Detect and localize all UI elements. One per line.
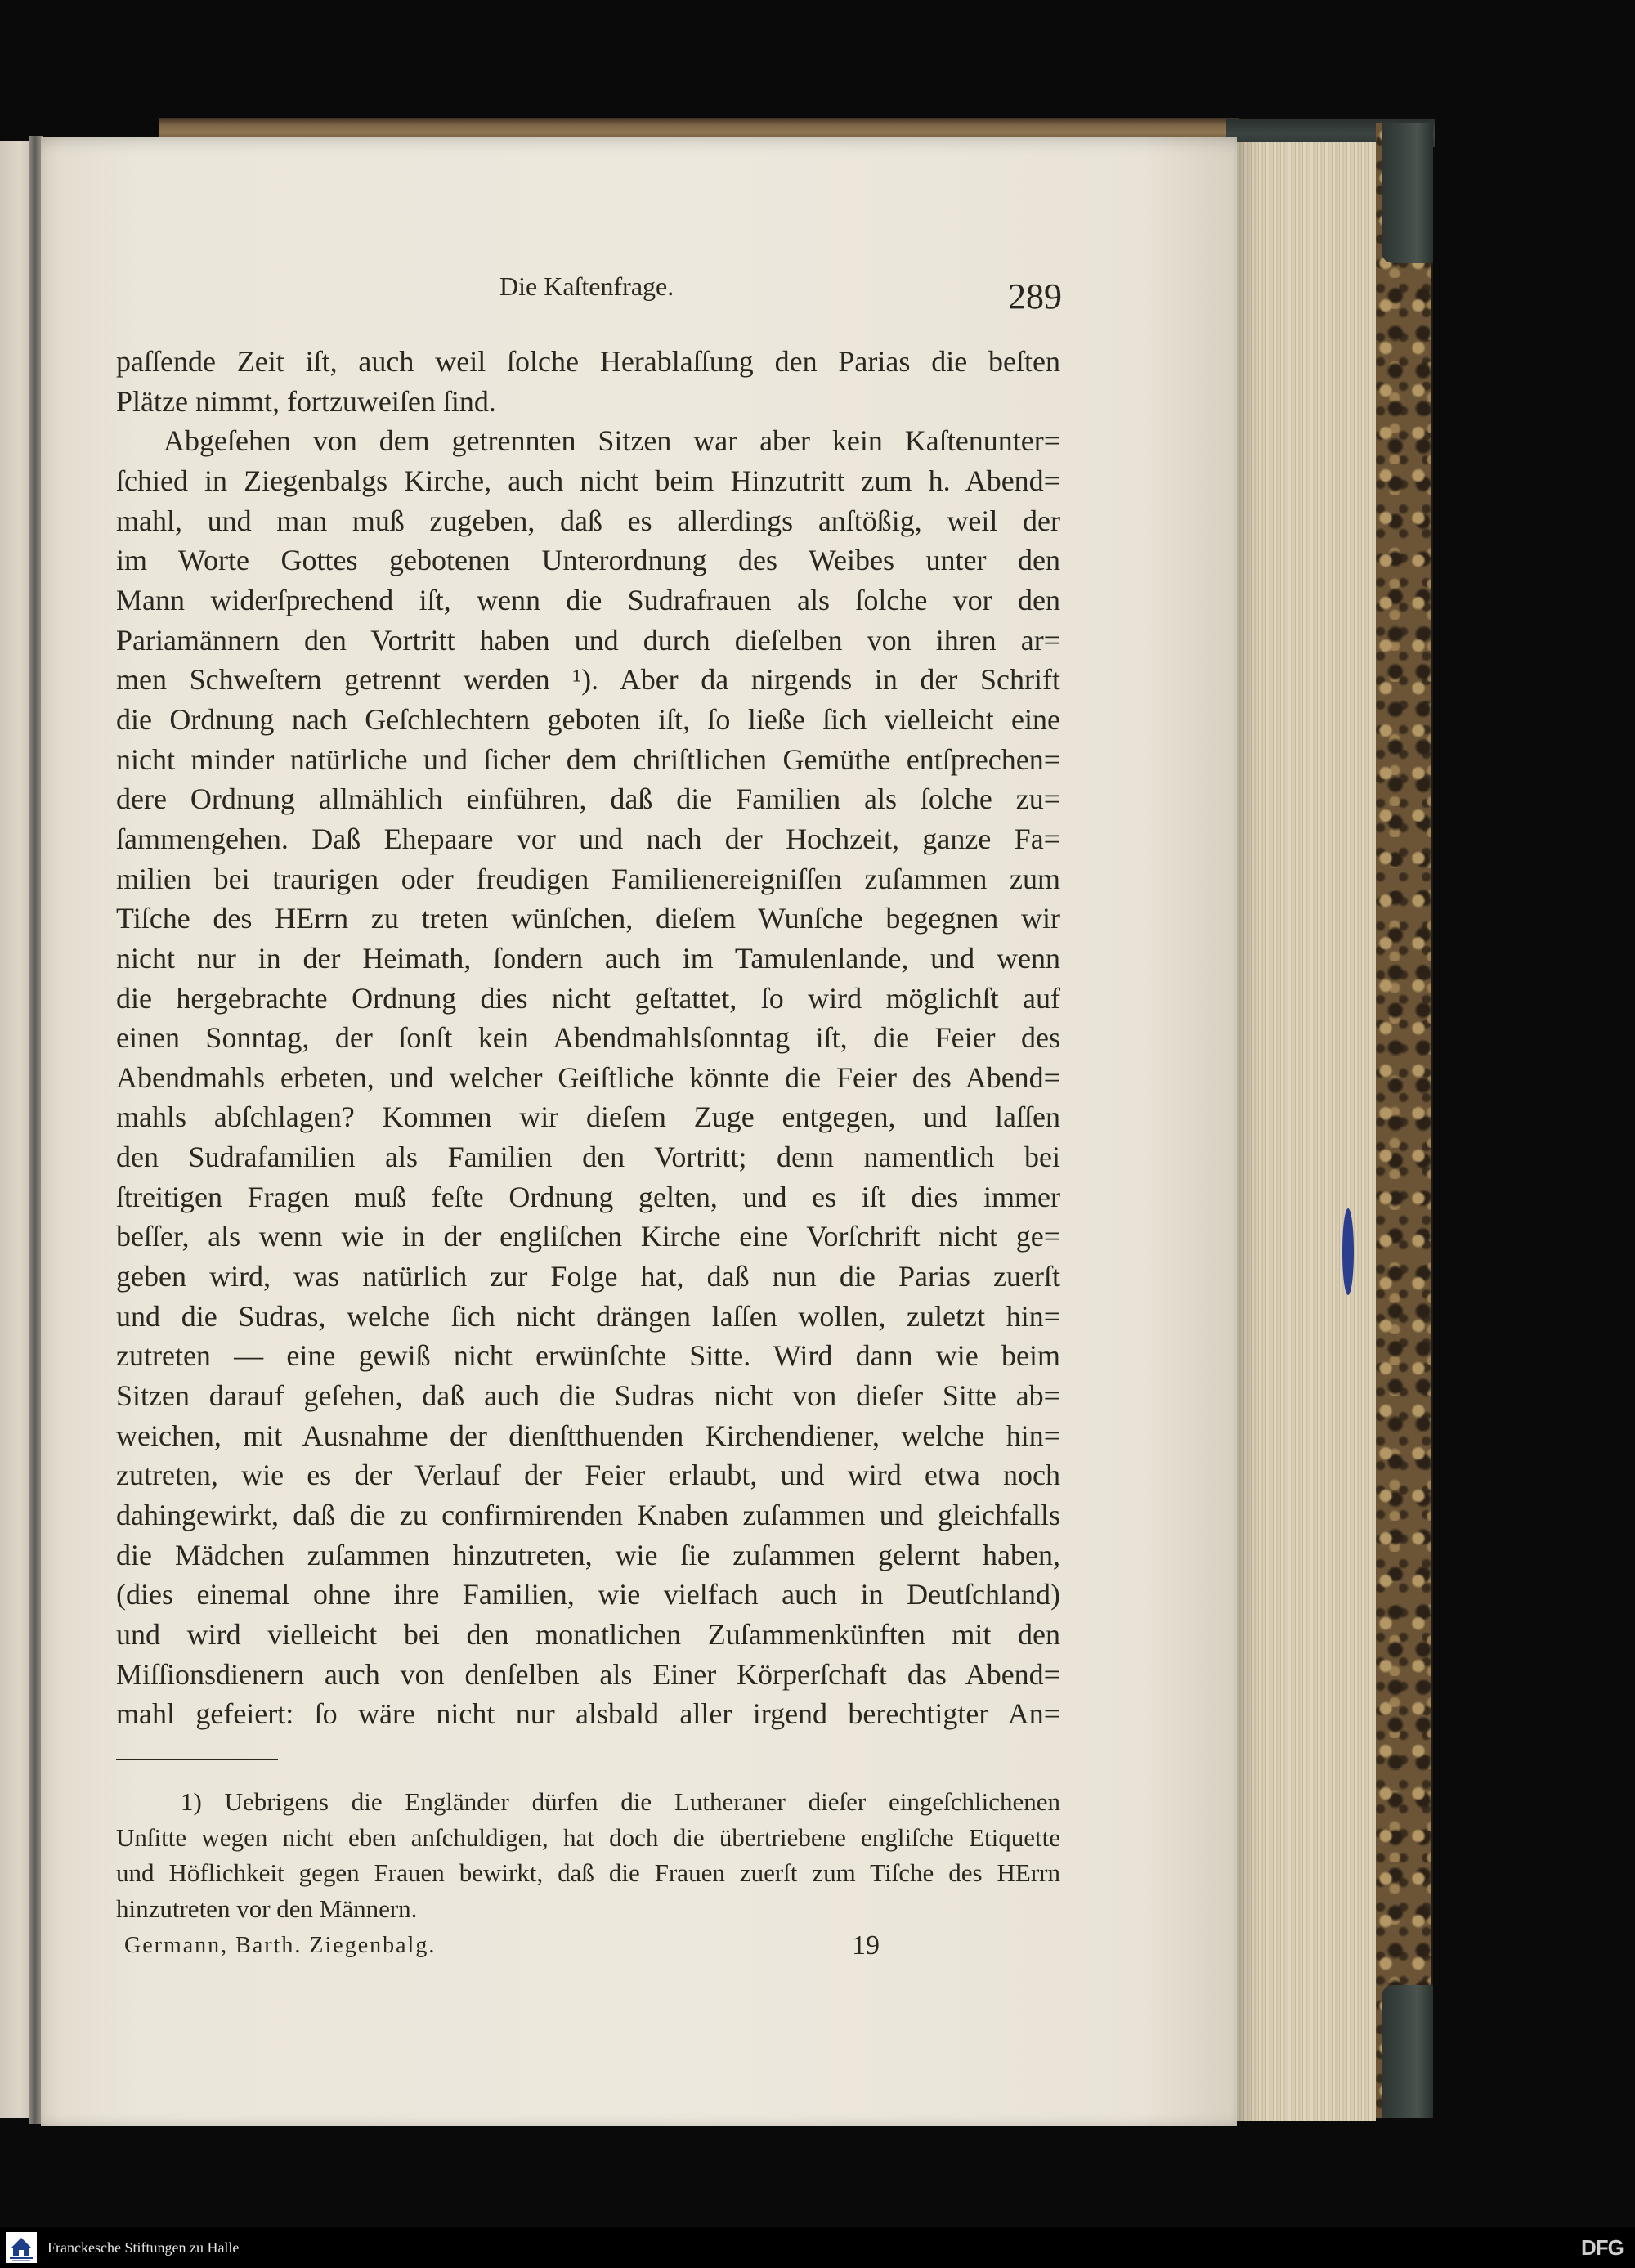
body-line: und die Sudras, welche ſich nicht drängen laſſen wollen, zuletzt hin= bbox=[116, 1299, 1060, 1333]
body-line: Miſſionsdienern auch von denſelben als Einer Körperſchaft das Abend= bbox=[116, 1657, 1060, 1691]
foundation-logo-icon bbox=[5, 2231, 38, 2264]
body-line: im Worte Gottes gebotenen Unterordnung des Weibes unter den bbox=[116, 544, 1060, 577]
body-line: nicht minder natürliche und ſicher dem chriſtlichen Gemüthe entſprechen= bbox=[116, 742, 1060, 776]
body-line: weichen, mit Ausnahme der dienſtthuenden Kirchendiener, welche hin= bbox=[116, 1419, 1060, 1452]
body-line: ſammengehen. Daß Ehepaare vor und nach der Hochzeit, ganze Fa= bbox=[116, 822, 1060, 855]
bookmark-ribbon bbox=[1342, 1208, 1354, 1295]
body-line: und wird vielleicht bei den monatlichen Zuſammenkünften mit den bbox=[116, 1618, 1060, 1651]
body-line: ſtreitigen Fragen muß feſte Ordnung gelten, und es iſt dies immer bbox=[116, 1180, 1060, 1213]
book-cover-spine bbox=[1376, 123, 1433, 2118]
cover-corner-bottom bbox=[1382, 1985, 1433, 2118]
body-line: (dies einemal ohne ihre Familien, wie vielfach auch in Deutſchland) bbox=[116, 1578, 1060, 1611]
body-line: Abendmahls erbeten, und welcher Geiſtliche könnte die Feier des Abend= bbox=[116, 1060, 1060, 1094]
dfg-logo: DFG bbox=[1581, 2235, 1624, 2260]
signature-line: Germann, Barth. Ziegenbalg. bbox=[124, 1933, 437, 1958]
body-line: Tiſche des HErrn zu treten wünſchen, dieſem Wunſche begegnen wir bbox=[116, 902, 1060, 935]
page-block-edges bbox=[1237, 142, 1376, 2121]
body-line: men Schweſtern getrennt werden ¹). Aber da nirgends in der Schrift bbox=[116, 663, 1060, 697]
body-line: den Sudrafamilien als Familien den Vortritt; denn namentlich bei bbox=[116, 1141, 1060, 1174]
body-line: Pariamännern den Vortritt haben und durch dieſelben von ihren ar= bbox=[116, 623, 1060, 657]
body-line: ſchied in Ziegenbalgs Kirche, auch nicht beim Hinzutritt zum h. Abend= bbox=[116, 464, 1060, 497]
body-line: dere Ordnung allmählich einführen, daß die Familien als ſolche zu= bbox=[116, 782, 1060, 816]
left-page-edge bbox=[0, 141, 33, 2118]
footnote bbox=[116, 1784, 1060, 1927]
running-head: Die Kaſtenfrage. bbox=[499, 271, 674, 301]
page-scan bbox=[41, 137, 1237, 2126]
body-line: geben wird, was natürlich zur Folge hat, daß nun die Parias zuerſt bbox=[116, 1260, 1060, 1293]
viewer-footer bbox=[0, 2227, 1635, 2268]
body-line: paſſende Zeit iſt, auch weil ſolche Herablaſſung den Parias die beſten bbox=[116, 345, 1060, 378]
signature-mark: 19 bbox=[852, 1930, 880, 1961]
body-line: dahingewirkt, daß die zu confirmirenden Knaben zuſammen und gleichfalls bbox=[116, 1499, 1060, 1532]
body-line: mahl gefeiert: ſo wäre nicht nur alsbald aller irgend berechtigter An= bbox=[116, 1697, 1060, 1731]
body-line: nicht nur in der Heimath, ſondern auch im Tamulenlande, und wenn bbox=[116, 941, 1060, 975]
body-line: die Ordnung nach Geſchlechtern geboten iſt, ſo ließe ſich vielleicht eine bbox=[116, 702, 1060, 736]
body-line: zutreten — eine gewiß nicht erwünſchte Sitte. Wird dann wie beim bbox=[116, 1339, 1060, 1373]
body-line: milien bei traurigen oder freudigen Familienereigniſſen zuſammen zum bbox=[116, 862, 1060, 895]
body-line: Mann widerſprechend iſt, wenn die Sudrafrauen als ſolche vor den bbox=[116, 583, 1060, 616]
body-line: die hergebrachte Ordnung dies nicht geſtattet, ſo wird möglichſt auf bbox=[116, 981, 1060, 1015]
body-text bbox=[116, 342, 1060, 1734]
page-number: 289 bbox=[1008, 276, 1062, 316]
footnote-line: 1) Uebrigens die Engländer dürfen die Lutheraner dieſer eingeſchlichenen bbox=[181, 1787, 1060, 1816]
body-line: einen Sonntag, der ſonſt kein Abendmahlsſonntag iſt, die Feier des bbox=[116, 1021, 1060, 1055]
body-line: Sitzen darauf geſehen, daß auch die Sudras nicht von dieſer Sitte ab= bbox=[116, 1379, 1060, 1413]
body-line: mahl, und man muß zugeben, daß es allerdings anſtößig, weil der bbox=[116, 504, 1060, 537]
institution-name: Franckesche Stiftungen zu Halle bbox=[47, 2239, 240, 2256]
body-line: zutreten, wie es der Verlauf der Feier erlaubt, und wird etwa noch bbox=[116, 1459, 1060, 1492]
footnote-rule bbox=[116, 1759, 278, 1760]
footnote-line: und Höflichkeit gegen Frauen bewirkt, daß die Frauen zuerſt zum Tiſche des HErrn bbox=[116, 1858, 1060, 1888]
body-line: mahls abſchlagen? Kommen wir dieſem Zuge entgegen, und laſſen bbox=[116, 1100, 1060, 1134]
body-line: beſſer, als wenn wie in der engliſchen Kirche eine Vorſchrift nicht ge= bbox=[116, 1220, 1060, 1253]
footnote-line: hinzutreten vor den Männern. bbox=[116, 1894, 418, 1924]
body-line: Plätze nimmt, fortzuweiſen ſind. bbox=[116, 384, 496, 418]
body-line: Abgeſehen von dem getrennten Sitzen war aber kein Kaſtenunter= bbox=[164, 424, 1060, 458]
body-line: die Mädchen zuſammen hinzutreten, wie ſie zuſammen gelernt haben, bbox=[116, 1538, 1060, 1571]
footnote-line: Unſitte wegen nicht eben anſchuldigen, hat doch die übertriebene engliſche Etiquette bbox=[116, 1822, 1060, 1852]
cover-corner-top bbox=[1382, 123, 1433, 263]
